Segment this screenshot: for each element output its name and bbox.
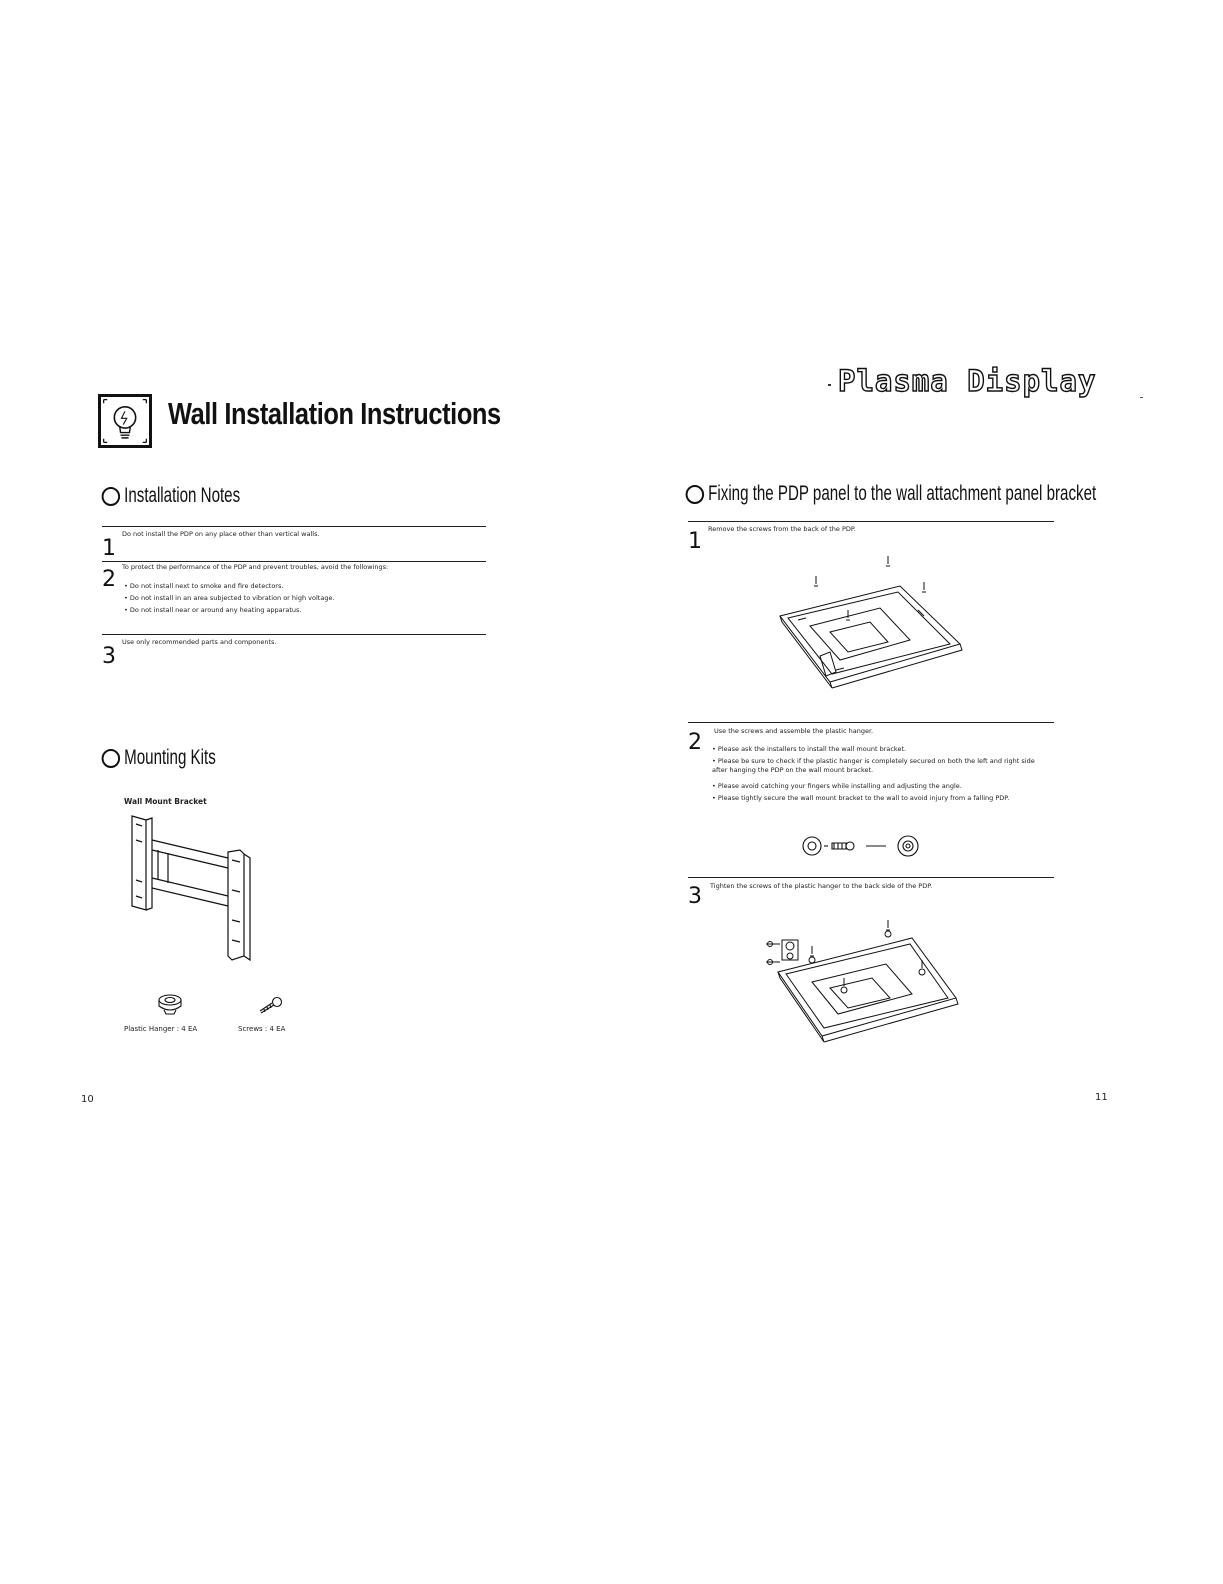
plastic-hanger-label: Plastic Hanger : 4 EA	[124, 1025, 198, 1033]
pdp-back-screws-illustration	[770, 556, 970, 696]
page-number-right: 11	[1095, 1092, 1108, 1103]
wall-mount-bracket-label: Wall Mount Bracket	[124, 797, 207, 806]
note-number: 3	[102, 644, 116, 669]
step-text: Remove the screws from the back of the PDP.	[708, 525, 856, 533]
divider	[688, 521, 1054, 522]
circle-bullet-icon	[102, 749, 120, 768]
divider	[102, 526, 486, 527]
plastic-hanger-illustration	[154, 992, 186, 1016]
divider	[102, 634, 486, 635]
pdp-hanger-fixed-illustration	[766, 916, 966, 1056]
note-bullet: • Do not install near or around any heating apparatus.	[124, 606, 302, 614]
note-bullet-text: Do not install next to smoke and fire detectors.	[129, 582, 284, 590]
divider	[102, 561, 486, 562]
step-bullet: • Please ask the installers to install the wall mount bracket.	[712, 745, 907, 753]
divider	[688, 877, 1054, 878]
step-number: 3	[688, 884, 702, 909]
step-bullet-text: Please avoid catching your fingers while installing and adjusting the angle.	[717, 782, 962, 790]
note-bullet: • Do not install in an area subjected to vibration or high voltage.	[124, 594, 335, 602]
fixing-heading-text: Fixing the PDP panel to the wall attachment panel bracket	[708, 482, 1097, 505]
edge-mark	[1140, 397, 1143, 398]
mounting-kits-heading	[104, 746, 216, 770]
circle-bullet-icon	[686, 485, 704, 504]
mounting-kits-heading-text: Mounting Kits	[124, 746, 216, 769]
step-text: Tighten the screws of the plastic hanger to the back side of the PDP.	[710, 882, 933, 890]
step-text: Use the screws and assemble the plastic hanger.	[714, 727, 874, 735]
wall-mount-bracket-illustration	[128, 810, 258, 970]
note-text: To protect the performance of the PDP and prevent troubles, avoid the followings:	[122, 563, 389, 571]
brand-dot	[828, 384, 831, 386]
installation-notes-heading-text: Installation Notes	[124, 484, 241, 507]
note-text: Do not install the PDP on any place other than vertical walls.	[122, 530, 320, 538]
lightbulb-icon	[98, 394, 152, 448]
step-bullet-text: Please be sure to check if the plastic hanger is completely secured on both the left and right side after hanging the PDP on the wall mount bracket.	[712, 757, 1035, 774]
step-bullet-text: Please tightly secure the wall mount bracket to the wall to avoid injury from a falling PDP.	[717, 794, 1010, 802]
step-bullet: • Please be sure to check if the plastic hanger is completely secured on both the left and right side after hanging the PDP on the wall mount bracket.	[712, 757, 1035, 774]
note-number: 1	[102, 536, 116, 561]
fixing-heading	[688, 482, 1096, 506]
page-title: Wall Installation Instructions	[168, 396, 501, 431]
note-bullet-text: Do not install near or around any heating apparatus.	[129, 606, 302, 614]
step-number: 1	[688, 529, 702, 554]
note-bullet: • Do not install next to smoke and fire detectors.	[124, 582, 284, 590]
brand-title: Plasma Display	[838, 364, 1097, 398]
note-number: 2	[102, 567, 116, 592]
circle-bullet-icon	[102, 487, 120, 506]
step-bullet: • Please avoid catching your fingers while installing and adjusting the angle.	[712, 782, 962, 790]
note-bullet-text: Do not install in an area subjected to vibration or high voltage.	[129, 594, 335, 602]
screws-label: Screws : 4 EA	[238, 1025, 286, 1033]
note-text: Use only recommended parts and components.	[122, 638, 277, 646]
step-bullet: • Please tightly secure the wall mount bracket to the wall to avoid injury from a falling PDP.	[712, 794, 1010, 802]
divider	[688, 722, 1054, 723]
installation-notes-heading	[104, 484, 240, 508]
hanger-assembly-illustration	[800, 834, 930, 860]
screw-illustration	[258, 996, 284, 1016]
step-bullet-text: Please ask the installers to install the wall mount bracket.	[717, 745, 907, 753]
page-number-left: 10	[81, 1094, 94, 1105]
step-number: 2	[688, 730, 702, 755]
